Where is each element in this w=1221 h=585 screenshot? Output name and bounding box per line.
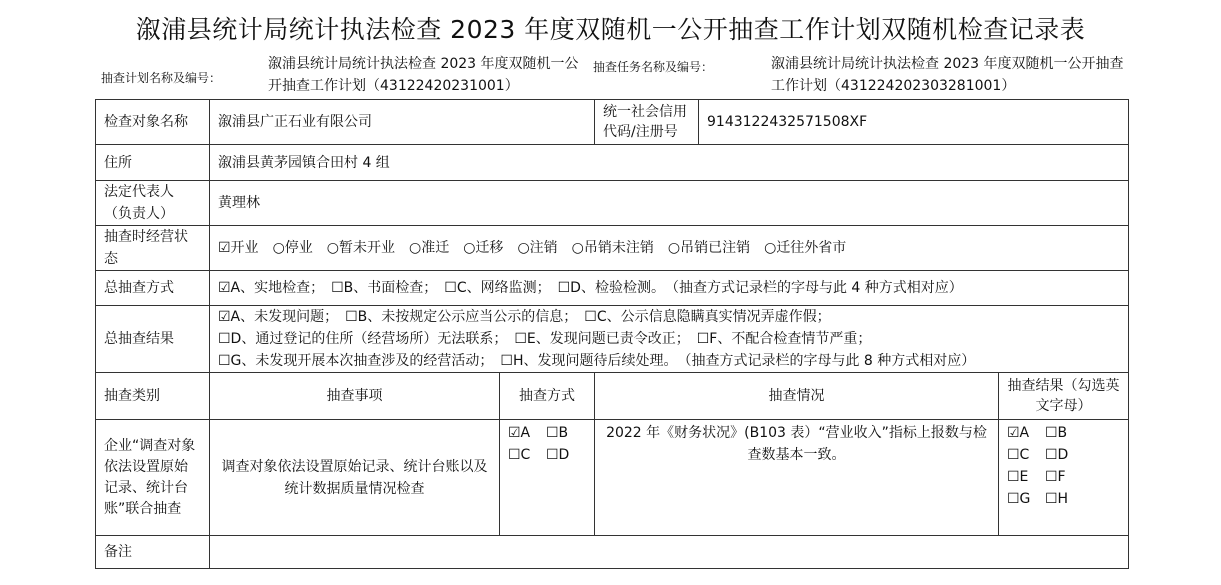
result-checkbox[interactable]: ☑A (1007, 425, 1030, 441)
result-checkbox[interactable]: ☐B (1045, 425, 1068, 441)
result-line: ☑A、未发现问题； ☐B、未按规定公示应当公示的信息； ☐C、公示信息隐瞒真实情况弄虚作假； (218, 309, 831, 325)
status-option[interactable]: ☑开业 (218, 240, 259, 256)
method-checkbox[interactable]: ☐B (546, 425, 569, 441)
item-value: 调查对象依法设置原始记录、统计台账以及统计数据质量情况检查 (210, 420, 500, 536)
remark-value[interactable] (210, 536, 1129, 569)
method-checkboxes (500, 420, 595, 536)
result-line: ☐D、通过登记的住所（经营场所）无法联系； ☐E、发现问题已责令改正； ☐F、不配合检查情节严重； (218, 331, 872, 347)
status-options (210, 226, 1129, 271)
result-checkbox[interactable]: ☐F (1045, 469, 1066, 485)
method-checkbox[interactable]: ☑A (508, 425, 531, 441)
inspection-record-table (95, 99, 1129, 569)
header-method: 抽查方式 (500, 373, 595, 420)
method-checkbox[interactable]: ☐D (546, 447, 570, 463)
remark-label: 备注 (96, 536, 210, 569)
address-label: 住所 (96, 145, 210, 181)
situation-value: 2022 年《财务状况》(B103 表）“营业收入”指标上报数与检查数基本一致。 (595, 420, 999, 536)
status-option[interactable]: ○迁往外省市 (764, 240, 847, 256)
plan-value: 溆浦县统计局统计执法检查 2023 年度双随机一公开抽查工作计划（43122420231001） (268, 56, 579, 94)
status-option[interactable]: ○停业 (272, 240, 313, 256)
header-item: 抽查事项 (210, 373, 500, 420)
status-option[interactable]: ○吊销已注销 (667, 240, 751, 256)
task-value: 溆浦县统计局统计执法检查 2023 年度双随机一公开抽查工作计划（43122420230328​1001） (771, 56, 1124, 94)
credit-code-value: 914312243257150​8XF (699, 100, 1129, 145)
result-line: ☐G、未发现开展本次抽查涉及的经营活动； ☐H、发现问题待后续处理。 （抽查方式记录栏的字母与此 8 种方式相对应） (218, 353, 976, 369)
method-checkbox[interactable]: ☐C (508, 447, 531, 463)
status-option[interactable]: ○准迁 (409, 240, 450, 256)
result-checkbox[interactable]: ☐G (1007, 491, 1031, 507)
result-label: 总抽查结果 (96, 306, 210, 373)
status-option[interactable]: ○迁移 (463, 240, 504, 256)
address-value: 溆浦县黄茅园镇合田村 4 组 (210, 145, 1129, 181)
object-name-value: 溆浦县广正石业有限公司 (210, 100, 595, 145)
result-checkbox[interactable]: ☐C (1007, 447, 1030, 463)
credit-code-label: 统一社会信用代码/注册号 (595, 100, 699, 145)
task-label: 抽查任务名称及编号： (593, 60, 714, 74)
status-option[interactable]: ○暂未开业 (326, 240, 395, 256)
status-option[interactable]: ○吊销未注销 (571, 240, 654, 256)
plan-label: 抽查计划名称及编号： (101, 71, 222, 85)
method-options: ☑A、实地检查； ☐B、书面检查； ☐C、网络监测； ☐D、检验检测。 （抽查方式记录栏的字母与此 4 种方式相对应） (210, 271, 1129, 306)
legal-rep-value: 黄理林 (210, 181, 1129, 226)
method-label: 总抽查方式 (96, 271, 210, 306)
header-category: 抽查类别 (96, 373, 210, 420)
result-checkbox[interactable]: ☐E (1007, 469, 1029, 485)
document-title: 溆浦县统计局统计执法检查 2023 年度双随机一公开抽查工作计划双随机检查记录表 (135, 15, 1086, 44)
status-option[interactable]: ○注销 (517, 240, 558, 256)
header-situation: 抽查情况 (595, 373, 999, 420)
category-value: 企业“调查对象依法设置原始记录、统计台账”联合抽查 (96, 420, 210, 536)
status-label: 抽查时经营状态 (96, 226, 210, 271)
header-result: 抽查结果（勾选英文字母） (999, 373, 1129, 420)
object-name-label: 检查对象名称 (96, 100, 210, 145)
result-checkboxes (999, 420, 1129, 536)
legal-rep-label: 法定代表人（负责人） (96, 181, 210, 226)
result-checkbox[interactable]: ☐H (1045, 491, 1069, 507)
result-checkbox[interactable]: ☐D (1045, 447, 1069, 463)
result-options (210, 306, 1129, 373)
